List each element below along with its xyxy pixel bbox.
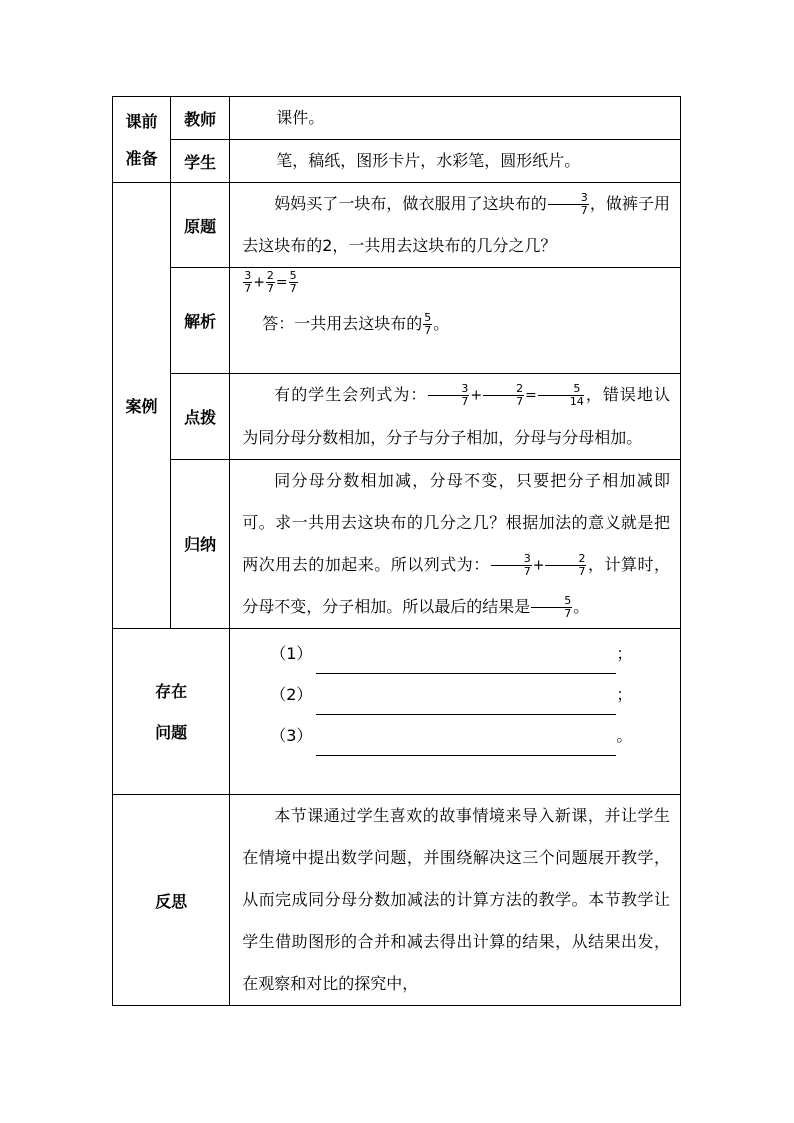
eq-equals: = (275, 274, 288, 291)
case-summary-row (113, 459, 681, 629)
prep-label-cell (113, 97, 171, 183)
tip-a-den: 7 (461, 395, 469, 408)
summary-label: 归纳 (171, 459, 230, 629)
sum-a-fraction (491, 553, 532, 578)
reflection-text: 本节课通过学生喜欢的故事情境来导入新课，并让学生在情境中提出数学问题，并围绕解决这三个问题展开教学，从而完成同分母分数加减法的计算方法的教学。本节教学让学生借助图形的合并和减去得出计算的结果，从结果出发，在观察和对比的探究中， (230, 795, 681, 1006)
issues-label-cell (113, 629, 230, 795)
analysis-answer (262, 311, 670, 337)
sum-a-den: 7 (523, 564, 531, 578)
sum-b-num: 2 (545, 553, 586, 566)
tip-b-den: 7 (516, 395, 524, 408)
analysis-cell (230, 268, 681, 374)
student-text: 笔，稿纸，图形卡片，水彩笔，圆形纸片。 (230, 140, 681, 183)
issue-end: ； (616, 644, 633, 663)
problem-fraction (548, 192, 589, 217)
prep-student-row (113, 140, 681, 183)
sum-r-num: 5 (531, 595, 572, 608)
issue-blank[interactable] (316, 696, 616, 715)
analysis-label: 解析 (171, 268, 230, 374)
problem-inline-value: 2 (322, 236, 333, 255)
tip-b-fraction (483, 383, 524, 408)
reflection-label: 反思 (113, 795, 230, 1006)
eq-b-fraction (266, 270, 275, 295)
issue-blank[interactable] (316, 737, 616, 756)
prep-label-line2: 准备 (125, 148, 158, 168)
issues-label-line2: 问题 (155, 722, 188, 742)
answer-fraction (423, 312, 432, 337)
summary-text-a: 同分母分数相加减，分母不变，只要把分子相加减即可。求一共用去这块布的几分之几？根据加法的意义就是把两次用去的加起来。所以列式为： (242, 470, 670, 574)
problem-label: 原题 (171, 183, 230, 268)
issue-line (230, 715, 680, 756)
problem-frac-den: 7 (580, 204, 588, 217)
issue-line (230, 674, 680, 715)
issue-blank[interactable] (316, 655, 616, 674)
issue-number: （2） (270, 685, 313, 704)
tip-a-fraction (428, 383, 469, 408)
problem-text (230, 183, 681, 268)
case-analysis-row (113, 268, 681, 374)
issue-number: （1） (270, 644, 313, 663)
issues-row (113, 629, 681, 795)
sum-b-den: 7 (578, 564, 586, 578)
answer-end: 。 (433, 314, 450, 333)
teacher-label: 教师 (171, 97, 230, 140)
eq-b-den: 7 (266, 282, 274, 295)
eq-a-fraction (243, 270, 252, 295)
issues-label-line1: 存在 (155, 681, 188, 701)
tip-r-num: 5 (538, 383, 584, 396)
eq-r-num: 5 (289, 269, 297, 282)
tip-text-a: 有的学生会列式为： (274, 385, 428, 404)
prep-teacher-row (113, 97, 681, 140)
tip-text-b: ，错误地认为同分母分数相加，分子与分子相加，分母与分母相加。 (242, 385, 670, 447)
sum-a-num: 3 (491, 553, 532, 566)
tip-result-fraction (538, 383, 584, 408)
issue-end: ； (616, 685, 633, 704)
problem-text-b: ，做裤子用去这块布的 (242, 194, 670, 255)
lesson-plan-table (112, 96, 681, 1006)
issue-number: （3） (270, 726, 313, 745)
summary-text-b: ，计算时，分母不变，分子相加。所以最后的结果是 (242, 554, 670, 616)
sum-result-fraction (531, 595, 572, 620)
answer-den: 7 (424, 324, 432, 337)
eq-b-num: 2 (266, 269, 274, 282)
answer-num: 5 (424, 311, 432, 324)
summary-text (230, 459, 681, 629)
eq-r-den: 7 (289, 282, 297, 295)
issue-end: 。 (616, 726, 633, 745)
issue-line (230, 633, 680, 674)
reflection-row (113, 795, 681, 1006)
tip-r-den: 14 (569, 395, 584, 408)
teacher-text: 课件。 (230, 97, 681, 140)
sum-r-den: 7 (564, 607, 572, 620)
tip-equals: = (525, 387, 537, 404)
case-label: 案例 (113, 183, 171, 629)
eq-result-fraction (289, 270, 298, 295)
problem-frac-num: 3 (548, 192, 589, 205)
analysis-equation (242, 270, 670, 295)
case-problem-row (113, 183, 681, 268)
eq-plus: + (253, 274, 265, 291)
issues-cell (230, 629, 681, 795)
answer-text: 答：一共用去这块布的 (262, 314, 423, 333)
eq-a-den: 7 (244, 282, 252, 295)
tip-b-num: 2 (483, 383, 524, 396)
tip-a-num: 3 (428, 383, 469, 396)
problem-text-a: 妈妈买了一块布，做衣服用了这块布的 (274, 194, 547, 213)
sum-plus: + (532, 557, 545, 573)
student-label: 学生 (171, 140, 230, 183)
tip-label: 点拨 (171, 374, 230, 460)
summary-end: 。 (573, 597, 590, 616)
case-tip-row (113, 374, 681, 460)
tip-plus: + (470, 387, 483, 404)
eq-a-num: 3 (244, 269, 252, 282)
tip-text (230, 374, 681, 460)
prep-label-line1: 课前 (125, 111, 158, 131)
sum-b-fraction (545, 553, 586, 578)
problem-text-c: ，一共用去这块布的几分之几？ (332, 236, 557, 255)
